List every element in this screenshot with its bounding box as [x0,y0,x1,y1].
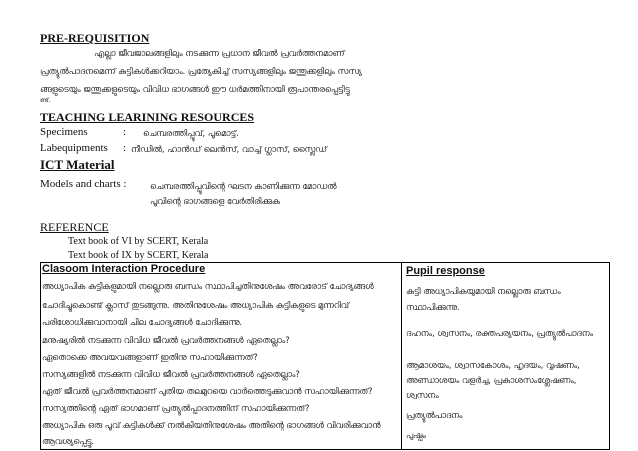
left-line-2: ചോദിച്ചുകൊണ്ട് ക്ലാസ് തുടങ്ങുന്നു. അതിനുശേഷം അധ്യാപിക കുട്ടികളുടെ മുന്നറിവ് [42,300,349,310]
right-line-5: അണ്ഡാശയം വളർച്ച, പ്രകാശസംശ്ലേഷണം, [406,375,577,385]
left-line-8: സസ്യത്തിന്റെ ഏത് ഭാഗമാണ് പ്രത്യുൽപ്പാദനത്തിന് സഹായിക്കുന്നത്? [42,403,310,413]
prereq-line-4: ണ്ട്. [40,97,51,104]
table-column-divider [401,262,402,450]
right-line-3: ദഹനം, ശ്വസനം, രക്തപര്യയനം, പ്രത്യുൽപാദനം [406,328,593,338]
ict-line-2: പൂവിന്റെ ഭാഗങ്ങളെ വേർതിരിക്കുക [150,196,280,206]
resource-value-specimens: ചെമ്പരത്തിപ്പൂവ്, പൂമൊട്ട്. [143,128,239,138]
left-line-5: ഏതൊക്കെ അവയവങ്ങളാണ് ഇതിനു സഹായിക്കുന്നത്? [42,352,258,362]
left-line-1: അധ്യാപിക കുട്ടികളുമായി നല്ലൊരു ബന്ധം സ്ഥാപിച്ചതിനുശേഷം അവരോട് ചോദ്യങ്ങൾ [42,281,374,291]
prereq-line-3: ങ്ങളുടെയും ജന്തുക്കളുടെയും വിവിധ ഭാഗങ്ങൾ ഈ ധർമത്തിനായി രൂപാന്തരപ്പെട്ടിട്ടു [40,84,350,94]
col1-header: Clasoom Interaction Procedure [42,263,206,275]
prereq-line-1: എല്ലാ ജീവജാലങ്ങളിലും നടക്കുന്ന പ്രധാന ജീവൽ പ്രവർത്തനമാണ് [94,48,345,58]
reference-item-1: Text book of VI by SCERT, Kerala [68,236,209,247]
prereq-line-2: പ്രത്യുൽപാദനമെന്ന് കുട്ടികൾക്കറിയാം. പ്രത്യേകിച്ച് സസ്യങ്ങളിലും ജന്തുക്കളിലും സസ്യ [40,66,362,76]
resource-value-labequipments: നീഡിൽ, ഹാൻഡ് ലെൻസ്, വാച്ച് ഗ്ലാസ്, സ്ലൈഡ് [131,144,327,154]
right-line-8: പുഷ്പം [406,430,426,440]
resource-sep-specimens: : [123,126,127,138]
reference-heading: REFERENCE [40,220,109,234]
reference-item-2: Text book of IX by SCERT, Kerala [68,250,209,261]
right-line-7: പ്രത്യുൽപാദനം [406,410,463,420]
table-left-border [40,262,41,450]
left-line-10: ആവശ്യപ്പെട്ടു. [42,436,95,446]
resources-heading: TEACHING LEARINING RESOURCES [40,110,255,124]
left-line-7: ഏത് ജീവൽ പ്രവർത്തനമാണ് പുതിയ തലമുറയെ വാർത്തെടുക്കുവാൻ സഹായിക്കുന്നത്? [42,386,373,396]
ict-line-1: ചെമ്പരത്തിപ്പൂവിന്റെ ഘടന കാണിക്കുന്ന മോഡൽ [150,181,337,191]
prereq-heading: PRE-REQUISITION [40,31,150,45]
ict-label: Models and charts : [40,178,127,190]
resource-sep-labequipments: : [123,142,127,154]
table-right-border [609,262,610,450]
right-line-1: കുട്ടി അധ്യാപികയുമായി നല്ലൊരു ബന്ധം [406,286,561,296]
table-bottom-border [40,449,610,450]
resource-label-specimens: Specimens [40,126,88,138]
left-line-9: അധ്യാപിക ഒരു പൂവ് കുട്ടികൾക്ക് നൽകിയതിനുശേഷം അതിന്റെ ഭാഗങ്ങൾ വിവരിക്കുവാൻ [42,420,381,430]
left-line-4: മനുഷ്യരിൽ നടക്കുന്ന വിവിധ ജീവൽ പ്രവർത്തനങ്ങൾ ഏതെല്ലാം? [42,335,290,345]
right-line-2: സ്ഥാപിക്കുന്നു. [406,302,460,312]
resource-label-labequipments: Labequipments [40,142,108,154]
col2-header: Pupil response [406,265,485,277]
interaction-table [40,262,610,450]
ict-heading: ICT Material [40,157,115,172]
right-line-4: ആമാശയം, ശ്വാസകോശം, ഹൃദയം, വൃഷണം, [406,360,580,370]
left-line-3: പരിശോധിക്കുവാനായി ചില ചോദ്യങ്ങൾ ചോദിക്കുന്നു. [42,317,243,327]
left-line-6: സസ്യങ്ങളിൽ നടക്കുന്ന വിവിധ ജീവൽ പ്രവർത്തനങ്ങൾ ഏതെല്ലാം? [42,369,300,379]
right-line-6: ശ്വസനം [406,390,439,400]
